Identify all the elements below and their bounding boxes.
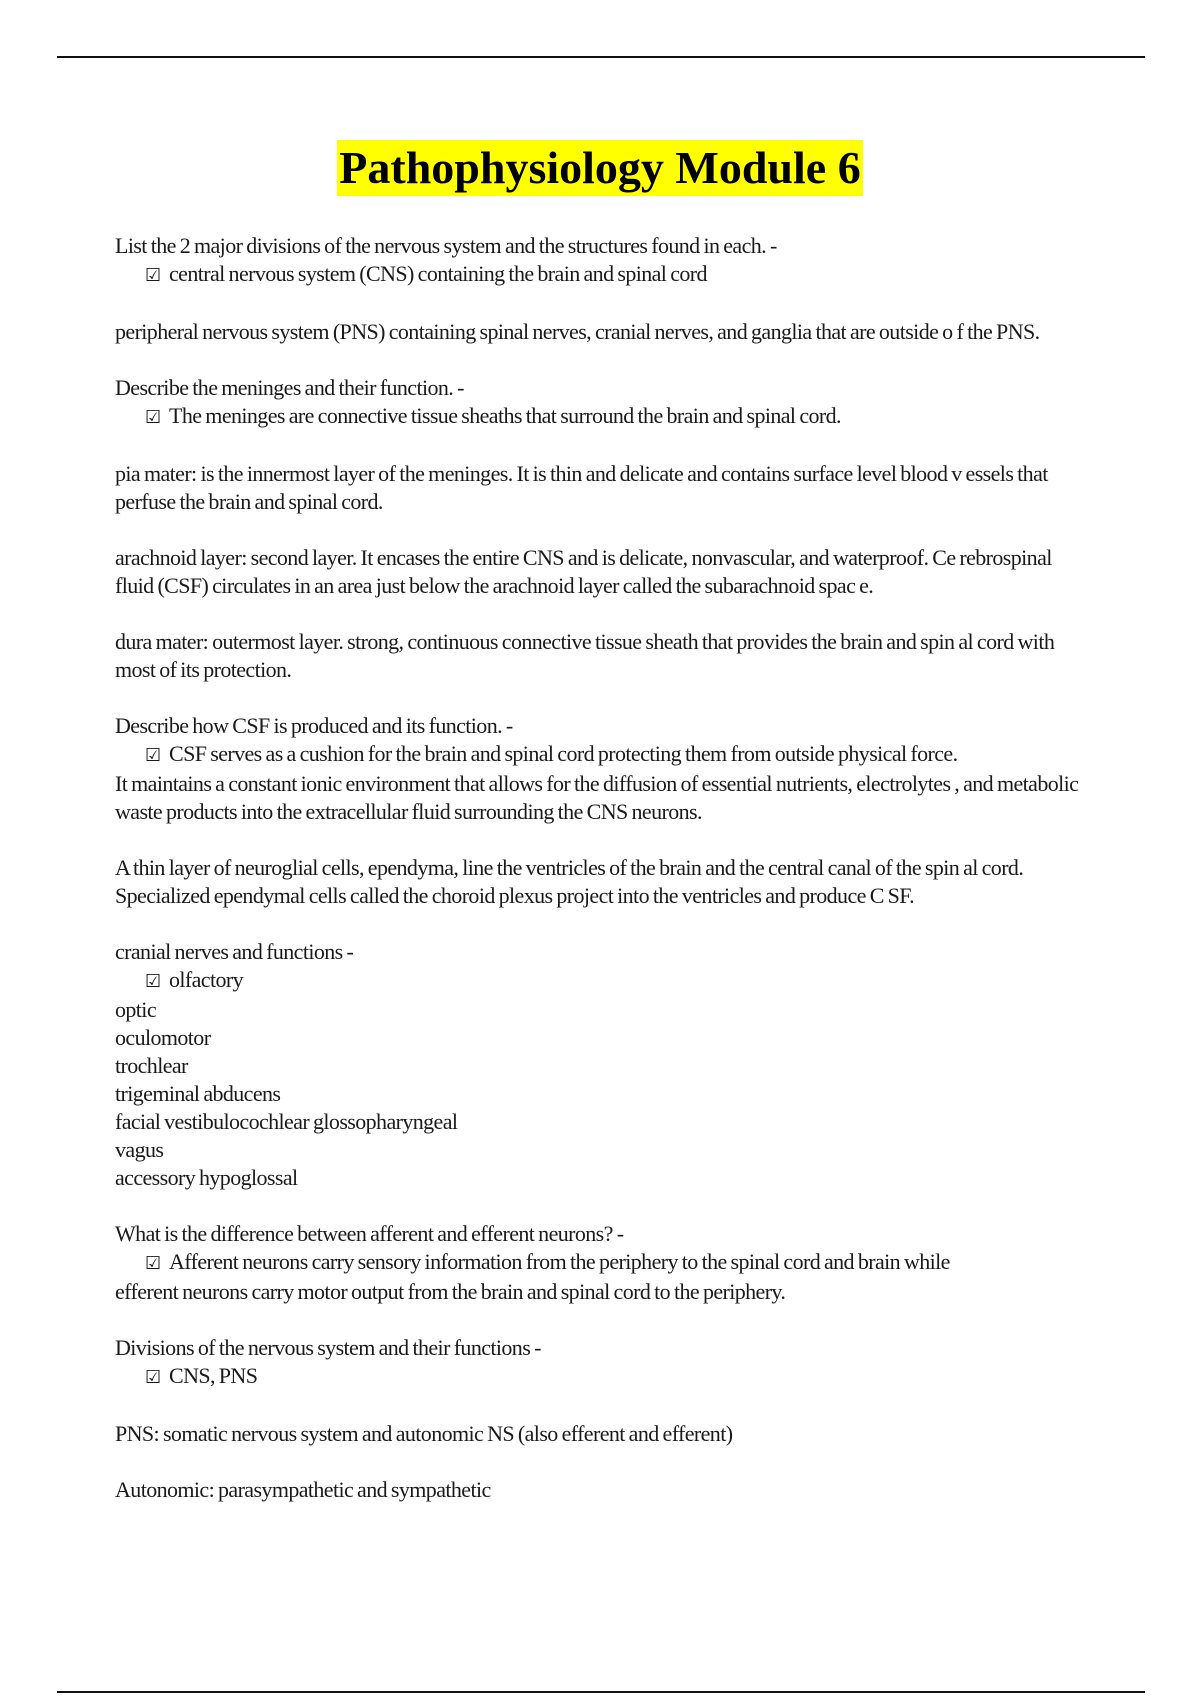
paragraph: arachnoid layer: second layer. It encases the entire CNS and is delicate, nonvascular, and waterproof. Ce rebrospinal fluid (CSF) circulates in an area just below the arachnoid layer called the subarachnoid spac e. xyxy=(115,545,1052,598)
paragraph: PNS: somatic nervous system and autonomic NS (also efferent and efferent) xyxy=(115,1421,733,1446)
answer xyxy=(115,402,1090,432)
answer-text: The meninges are connective tissue sheaths that surround the brain and spinal cord. xyxy=(169,403,841,428)
list-item: vagus xyxy=(115,1137,164,1162)
qa-block-divisions xyxy=(115,232,1090,290)
title-wrap xyxy=(0,140,1200,196)
paragraph: A thin layer of neuroglial cells, ependyma, line the ventricles of the brain and the central canal of the spin al cord. Specialized ependymal cells called the choroid plexus project into the ventricles and produce C SF. xyxy=(115,855,1024,908)
answer xyxy=(115,966,1090,996)
top-rule xyxy=(57,56,1145,58)
answer xyxy=(115,260,1090,290)
question: What is the difference between afferent and efferent neurons? - xyxy=(115,1221,624,1246)
paragraph: dura mater: outermost layer. strong, continuous connective tissue sheath that provides the brain and spin al cord with most of its protection. xyxy=(115,629,1055,682)
qa-block-afferent-efferent xyxy=(115,1220,1090,1306)
answer xyxy=(115,740,1090,770)
checkbox-icon: ☑ xyxy=(145,1367,161,1388)
checkbox-icon: ☑ xyxy=(145,745,161,766)
paragraph: peripheral nervous system (PNS) containing spinal nerves, cranial nerves, and ganglia that are outside o f the PNS. xyxy=(115,319,1040,344)
answer xyxy=(115,1362,1090,1392)
bottom-rule xyxy=(57,1691,1145,1693)
list-item: optic xyxy=(115,997,156,1022)
qa-block-csf xyxy=(115,712,1090,826)
question: cranial nerves and functions - xyxy=(115,939,354,964)
answer-text: CNS, PNS xyxy=(169,1363,258,1388)
qa-block-divisions-functions xyxy=(115,1334,1090,1392)
list-item: trochlear xyxy=(115,1053,188,1078)
answer-continuation: efferent neurons carry motor output from the brain and spinal cord to the periphery. xyxy=(115,1279,786,1304)
answer-text: olfactory xyxy=(169,967,244,992)
checkbox-icon: ☑ xyxy=(145,1253,161,1274)
checkbox-icon: ☑ xyxy=(145,407,161,428)
qa-block-cranial-nerves xyxy=(115,938,1090,1192)
list-item: accessory hypoglossal xyxy=(115,1165,298,1190)
list-item: trigeminal abducens xyxy=(115,1081,281,1106)
answer-continuation: It maintains a constant ionic environment that allows for the diffusion of essential nutrients, electrolytes , and metabolic waste products into the extracellular fluid surrounding the CNS neurons. xyxy=(115,771,1079,824)
page-title: Pathophysiology Module 6 xyxy=(337,140,862,196)
list-item: oculomotor xyxy=(115,1025,211,1050)
document-body xyxy=(115,232,1090,1532)
question: Describe the meninges and their function. - xyxy=(115,375,464,400)
list-item: facial vestibulocochlear glossopharyngeal xyxy=(115,1109,458,1134)
answer-text: CSF serves as a cushion for the brain and spinal cord protecting them from outside physical force. xyxy=(169,741,958,766)
paragraph: pia mater: is the innermost layer of the meninges. It is thin and delicate and contains surface level blood v essels that perfuse the brain and spinal cord. xyxy=(115,461,1048,514)
paragraph: Autonomic: parasympathetic and sympathetic xyxy=(115,1477,491,1502)
question: Divisions of the nervous system and their functions - xyxy=(115,1335,541,1360)
qa-block-meninges xyxy=(115,374,1090,432)
checkbox-icon: ☑ xyxy=(145,265,161,286)
question: Describe how CSF is produced and its function. - xyxy=(115,713,513,738)
answer xyxy=(115,1248,1090,1278)
checkbox-icon: ☑ xyxy=(145,971,161,992)
question: List the 2 major divisions of the nervous system and the structures found in each. - xyxy=(115,233,777,258)
answer-text: Afferent neurons carry sensory information from the periphery to the spinal cord and brain while xyxy=(169,1249,950,1274)
answer-text: central nervous system (CNS) containing the brain and spinal cord xyxy=(169,261,707,286)
